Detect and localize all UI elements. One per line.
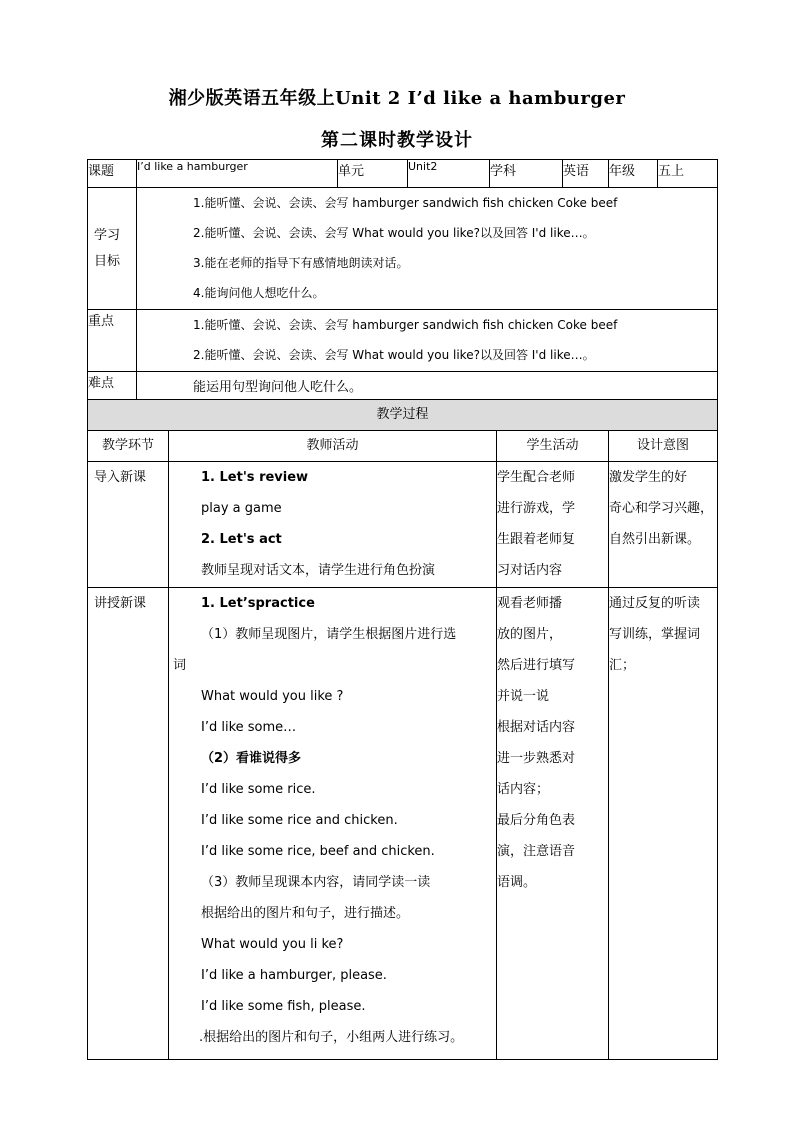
intro-intent-line: 奇心和学习兴趣， — [609, 501, 714, 516]
lesson-teacher-line: I’d like some rice. — [201, 782, 316, 797]
lesson-student — [497, 588, 609, 1060]
lesson-student-line: 放的图片， — [497, 627, 563, 642]
topic-value: I’d like a hamburger — [137, 160, 338, 188]
lesson-stage: 讲授新课 — [88, 588, 169, 1060]
lesson-teacher-line: （1）教师呈现图片，请学生根据图片进行选 — [201, 627, 457, 642]
objectives-label-line1: 学习 — [94, 227, 121, 243]
key-point-item: 2.能听懂、会说、会读、会写 What would you like?以及回答 I'd like…。 — [193, 348, 595, 362]
unit-label: 单元 — [338, 160, 408, 188]
lesson-student-line: 观看老师播 — [497, 596, 563, 611]
intro-teacher-line: play a game — [201, 501, 282, 516]
lesson-teacher-line: .根据给出的图片和句子，小组两人进行练习。 — [199, 1030, 464, 1045]
intro-student-line: 学生配合老师 — [497, 470, 576, 485]
document-subtitle: 第二课时教学设计 — [321, 130, 473, 151]
column-header-intent: 设计意图 — [609, 431, 718, 462]
lesson-teacher-line: 词 — [173, 658, 187, 673]
intro-intent — [609, 462, 718, 588]
lesson-row — [88, 588, 718, 1060]
lesson-teacher-line: 根据给出的图片和句子，进行描述。 — [201, 906, 410, 921]
info-row — [88, 160, 718, 188]
intro-intent-line: 自然引出新课。 — [609, 532, 701, 547]
lesson-student-line: 根据对话内容 — [497, 720, 576, 735]
document-title: 湘少版英语五年级上Unit 2 I’d like a hamburger — [168, 88, 626, 109]
objectives-content — [137, 188, 718, 310]
difficulty-label: 难点 — [88, 372, 137, 400]
lesson-teacher-line: I’d like some fish, please. — [201, 999, 366, 1014]
lesson-student-line: 演，注意语音 — [497, 844, 576, 859]
lesson-student-line: 进一步熟悉对 — [497, 751, 576, 766]
process-section-row — [88, 400, 718, 431]
topic-label: 课题 — [88, 160, 137, 188]
intro-student-line: 生跟着老师复 — [497, 532, 576, 547]
lesson-plan-table — [87, 159, 718, 1060]
intro-student-line: 进行游戏，学 — [497, 501, 576, 516]
objectives-label-line2: 目标 — [94, 253, 121, 269]
column-header-student: 学生活动 — [497, 431, 609, 462]
lesson-teacher-line: 1. Let’spractice — [201, 596, 315, 611]
difficulty-value: 能运用句型询问他人吃什么。 — [137, 372, 718, 400]
intro-intent-line: 激发学生的好 — [609, 470, 688, 485]
key-points-row — [88, 310, 718, 372]
lesson-teacher-line: （3）教师呈现课本内容，请同学读一读 — [201, 875, 431, 890]
intro-row — [88, 462, 718, 588]
lesson-intent-line: 汇； — [609, 658, 636, 673]
unit-value: Unit2 — [408, 160, 490, 188]
intro-student-line: 习对话内容 — [497, 563, 563, 578]
process-header-row — [88, 431, 718, 462]
column-header-teacher: 教师活动 — [169, 431, 497, 462]
column-header-stage: 教学环节 — [88, 431, 169, 462]
lesson-intent-line: 写训练，掌握词 — [609, 627, 701, 642]
subject-label: 学科 — [490, 160, 563, 188]
lesson-teacher-line: I’d like some rice, beef and chicken. — [201, 844, 435, 859]
key-points-content — [137, 310, 718, 372]
objective-item: 4.能询问他人想吃什么。 — [193, 286, 325, 300]
objectives-row — [88, 188, 718, 310]
intro-stage: 导入新课 — [88, 462, 169, 588]
process-section-title: 教学过程 — [88, 400, 718, 431]
key-points-label: 重点 — [88, 310, 137, 372]
intro-teacher-line: 教师呈现对话文本，请学生进行角色扮演 — [201, 563, 436, 578]
objective-item: 3.能在老师的指导下有感情地朗读对话。 — [193, 256, 409, 270]
objectives-label — [88, 188, 137, 310]
grade-label: 年级 — [609, 160, 658, 188]
subject-value: 英语 — [563, 160, 609, 188]
objective-item: 1.能听懂、会说、会读、会写 hamburger sandwich fish chicken Coke beef — [193, 196, 618, 210]
lesson-teacher-line: What would you li ke? — [201, 937, 344, 952]
lesson-teacher-line: I’d like a hamburger, please. — [201, 968, 387, 983]
lesson-teacher-line: What would you like ? — [201, 689, 344, 704]
lesson-teacher-line: （2）看谁说得多 — [201, 751, 302, 766]
lesson-student-line: 最后分角色表 — [497, 813, 576, 828]
lesson-student-line: 话内容； — [497, 782, 550, 797]
intro-teacher-line: 1. Let's review — [201, 470, 309, 485]
objective-item: 2.能听懂、会说、会读、会写 What would you like?以及回答 I'd like…。 — [193, 226, 595, 240]
grade-value: 五上 — [658, 160, 718, 188]
intro-teacher — [169, 462, 497, 588]
lesson-teacher-line: I’d like some… — [201, 720, 297, 735]
lesson-teacher — [169, 588, 497, 1060]
lesson-intent-line: 通过反复的听读 — [609, 596, 701, 611]
lesson-student-line: 然后进行填写 — [497, 658, 576, 673]
intro-teacher-line: 2. Let's act — [201, 532, 282, 547]
key-point-item: 1.能听懂、会说、会读、会写 hamburger sandwich fish chicken Coke beef — [193, 318, 618, 332]
intro-student — [497, 462, 609, 588]
difficulty-row — [88, 372, 718, 400]
lesson-student-line: 并说一说 — [497, 689, 550, 704]
lesson-student-line: 语调。 — [497, 875, 537, 890]
lesson-teacher-line: I’d like some rice and chicken. — [201, 813, 398, 828]
lesson-intent — [609, 588, 718, 1060]
